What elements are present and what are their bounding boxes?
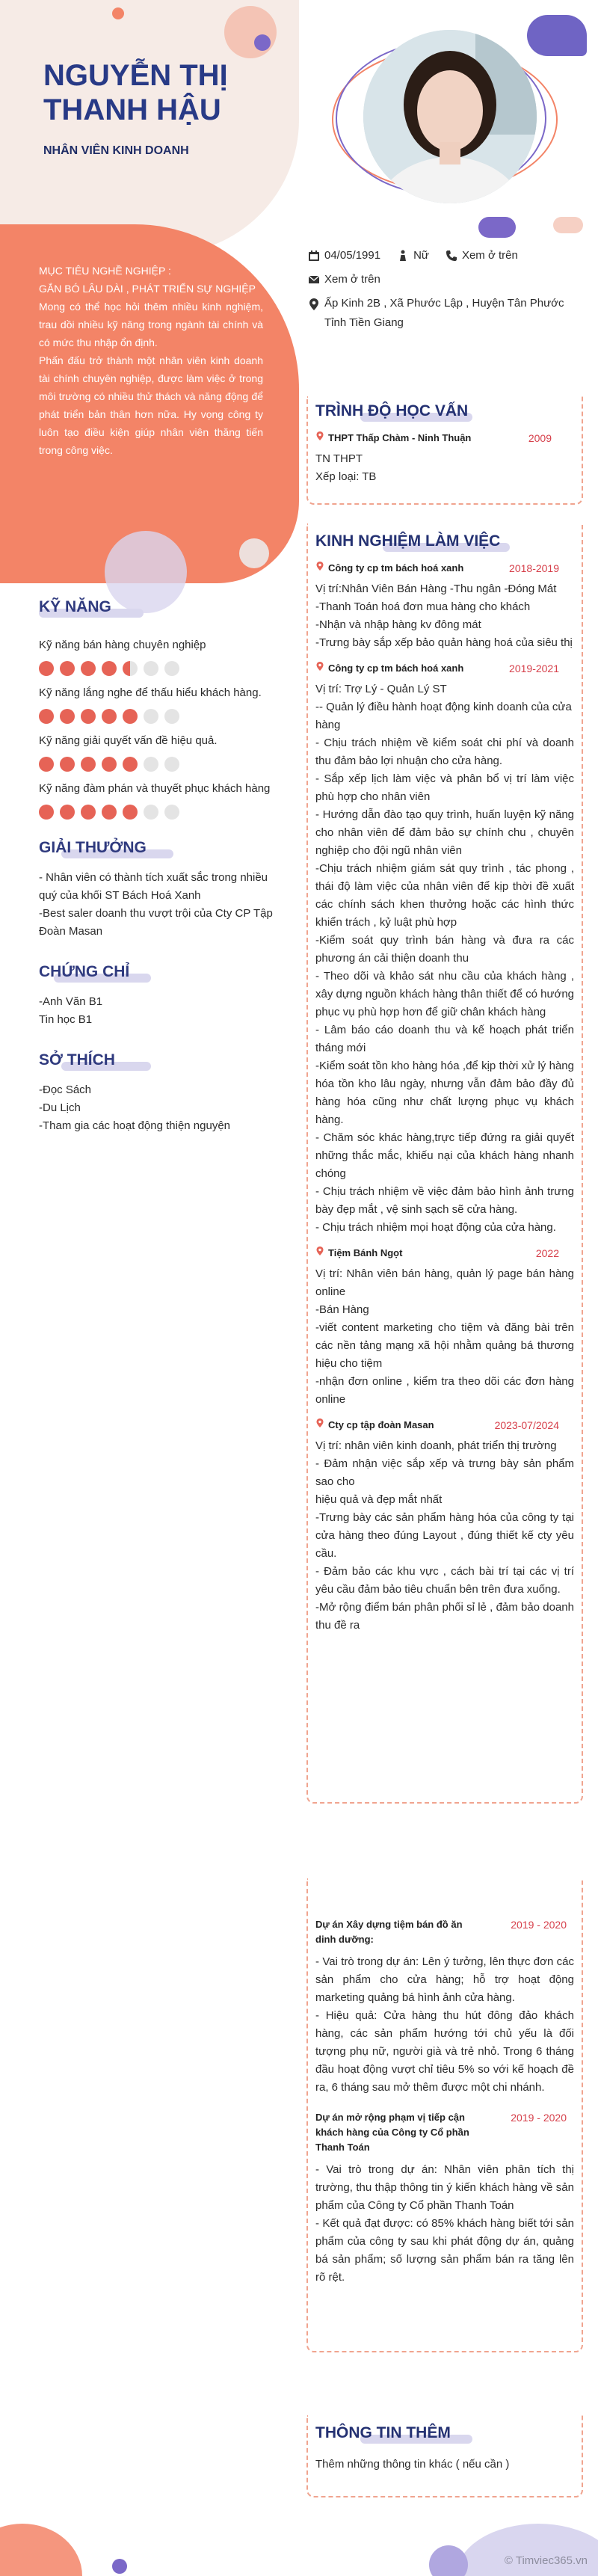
job-line: -Trưng bày các sản phẩm hàng hóa của công ty tại cửa hàng theo đúng Layout , đúng thiết kế cty yêu cầu. xyxy=(315,1511,574,1560)
certificates-list xyxy=(39,993,286,1029)
skill-dot xyxy=(60,709,75,724)
name-line-2: THANH HẬU xyxy=(43,93,221,126)
job-details xyxy=(315,580,574,652)
job-details xyxy=(315,1265,574,1409)
education-date: 2009 xyxy=(528,432,552,444)
objective-line: Mong có thể học hỏi thêm nhiều kinh nghiệm, trau dồi nhiều kỹ năng trong ngành tài chính và có mức thu nhập ổn định. xyxy=(39,301,263,348)
gender-icon xyxy=(397,250,409,262)
certificates-title: CHỨNG CHỈ xyxy=(39,963,130,980)
job-line: -Trưng bày sắp xếp bảo quản hàng hoá của siêu thị xyxy=(315,636,573,649)
skill-rating xyxy=(39,661,293,676)
experience-heading xyxy=(315,532,574,550)
hobby-line: -Tham gia các hoạt động thiện nguyện xyxy=(39,1119,231,1132)
decor-dot xyxy=(239,538,269,568)
location-icon xyxy=(315,431,324,441)
objective-line: Phấn đấu trở thành một nhân viên kinh doanh tài chính chuyên nghiệp, được làm việc ở trong môi trường có nhiều thử thách và năng động để phát triển bản thân hơn nữa. Hy vọng công ty luôn tạo điều kiện giúp nhân viên thăng tiến trong công việc. xyxy=(39,354,263,456)
certificates-heading xyxy=(39,963,129,981)
job-date: 2019-2021 xyxy=(509,663,559,674)
skill-dot xyxy=(39,805,54,820)
extra-info-title: THÔNG TIN THÊM xyxy=(315,2424,451,2441)
job-line: -Nhận và nhập hàng kv đông mát xyxy=(315,618,481,631)
gender-info xyxy=(397,244,429,268)
profile-photo xyxy=(363,30,537,203)
skills-heading xyxy=(39,598,111,616)
decor-dot xyxy=(553,217,583,233)
skill-dot xyxy=(144,709,158,724)
extra-info-text: Thêm những thông tin khác ( nếu cần ) xyxy=(315,2458,510,2471)
gender-value: Nữ xyxy=(413,249,429,262)
address-info xyxy=(308,292,571,333)
job-line: - Theo dõi và khảo sát nhu cầu của khách hàng , xây dựng nguồn khách hàng thân thiết để có hướng phục vụ phù hợp hơn để giữ chân khách hàng xyxy=(315,970,575,1018)
project-details xyxy=(315,1953,574,2097)
job-line: - Chăm sóc khác hàng,trực tiếp đứng ra giải quyết những thắc mắc, khiếu nại của khách hàng nhanh chóng xyxy=(315,1131,574,1180)
address-value: Ấp Kinh 2B , Xã Phước Lập , Huyện Tân Phước Tỉnh Tiền Giang xyxy=(324,297,564,329)
job-line: - Chịu trách nhiệm mọi hoạt động của cửa hàng. xyxy=(315,1221,556,1234)
project-item xyxy=(315,1917,574,2097)
education-item-header xyxy=(315,431,574,446)
hobby-line: -Đọc Sách xyxy=(39,1083,92,1096)
job-line: Vị trí: Nhân viên bán hàng, quản lý page bán hàng online xyxy=(315,1267,574,1298)
job-line: hàng xyxy=(315,719,341,731)
job-item xyxy=(315,561,574,652)
job-date: 2018-2019 xyxy=(509,562,559,574)
job-item xyxy=(315,1418,574,1635)
job-line: - Chịu trách nhiệm về kiểm soát chi phí và doanh thu đảm bảo lợi nhuận cho cửa hàng. xyxy=(315,737,574,767)
project-line: - Hiệu quả: Cửa hàng thu hút đông đảo khách hàng, các sản phẩm hướng tới chủ yếu là đối tượng phụ nữ, người già và trẻ nhỏ. Trong 6 tháng đầu hoạt động vượt chỉ tiêu 5% so với kế hoạch đề ra, 6 tháng sau mở thêm được một chi nhánh. xyxy=(315,2009,574,2094)
experience-title: KINH NGHIỆM LÀM VIỆC xyxy=(315,532,501,550)
skill-dot xyxy=(81,757,96,772)
skill-label: Kỹ năng lắng nghe để thấu hiểu khách hàng. xyxy=(39,686,262,699)
birthday-value: 04/05/1991 xyxy=(324,249,381,262)
skill-dot xyxy=(144,661,158,676)
project-item xyxy=(315,2110,574,2287)
skill-dot xyxy=(39,709,54,724)
project-header xyxy=(315,2110,574,2155)
decor-dot xyxy=(224,6,277,58)
job-line: - Sắp xếp lịch làm việc và phân bổ vị trí làm việc phù hợp cho nhân viên xyxy=(315,772,574,803)
education-line: TN THPT xyxy=(315,452,363,465)
education-section xyxy=(306,396,583,505)
job-line: - Chịu trách nhiệm về việc đảm bảo hình ảnh trưng bày đẹp mắt , vệ sinh sạch sẽ cửa hàng. xyxy=(315,1185,574,1216)
birthday-info xyxy=(308,244,380,268)
projects-section xyxy=(306,1878,583,2352)
job-header xyxy=(315,561,574,576)
skills-title: KỸ NĂNG xyxy=(39,598,111,615)
decor-dot xyxy=(105,531,187,613)
location-icon xyxy=(315,1246,324,1256)
job-details xyxy=(315,1437,574,1635)
hobbies-list xyxy=(39,1081,286,1135)
company-name: Công ty cp tm bách hoá xanh xyxy=(328,562,464,574)
skill-rating xyxy=(39,805,293,820)
project-name: Dự án Xây dựng tiệm bán đồ ăn dinh dưỡng: xyxy=(315,1919,463,1945)
project-header xyxy=(315,1917,574,1947)
skill-dot xyxy=(102,661,117,676)
education-details xyxy=(315,450,574,486)
project-details xyxy=(315,2161,574,2287)
decor-dot xyxy=(112,7,124,19)
skill-dot xyxy=(102,757,117,772)
skill-dot xyxy=(60,661,75,676)
job-line: -Thanh Toán hoá đơn mua hàng cho khách xyxy=(315,600,531,613)
project-name: Dự án mở rộng phạm vị tiếp cận khách hàng của Công ty Cổ phần Thanh Toán xyxy=(315,2112,469,2153)
phone-icon xyxy=(446,250,457,262)
hobby-line: -Du Lịch xyxy=(39,1101,81,1114)
award-line: - Nhân viên có thành tích xuất sắc trong nhiều quý của khối ST Bách Hoá Xanh xyxy=(39,871,268,902)
skill-item xyxy=(39,781,293,820)
job-line: hiệu quả và đẹp mắt nhất xyxy=(315,1493,443,1506)
hobbies-heading xyxy=(39,1051,115,1069)
extra-info-heading xyxy=(315,2424,574,2442)
location-icon xyxy=(308,298,320,311)
job-date: 2023-07/2024 xyxy=(494,1419,559,1431)
job-line: Vị trí: Trợ Lý - Quản Lý ST xyxy=(315,683,447,695)
skill-dot xyxy=(123,757,138,772)
job-line: -Chịu trách nhiệm giám sát quy trình , tác phong , thái độ làm việc của nhân viên để kịp thời đề xuất các chính sách khen thưởng hoặc các hình thức khiển trách , kỷ luật phù hợp xyxy=(315,862,574,929)
skill-dot xyxy=(81,661,96,676)
job-item xyxy=(315,1246,574,1409)
location-icon xyxy=(315,661,324,671)
skill-dot xyxy=(164,661,179,676)
skill-dot xyxy=(102,805,117,820)
hobbies-title: SỞ THÍCH xyxy=(39,1051,115,1069)
job-header xyxy=(315,661,574,676)
skill-dot xyxy=(60,757,75,772)
location-icon xyxy=(315,561,324,571)
job-item xyxy=(315,661,574,1237)
job-line: -nhận đơn online , kiểm tra theo dõi các đơn hàng online xyxy=(315,1375,574,1406)
skill-dot xyxy=(81,805,96,820)
career-objective xyxy=(39,262,263,459)
project-line: - Vai trò trong dự án: Lên ý tưởng, lên thực đơn các sản phẩm cho cửa hàng; hỗ trợ hoạt động marketing quảng bá hình ảnh cửa hàng. xyxy=(315,1955,574,2004)
skill-label: Kỹ năng bán hàng chuyên nghiệp xyxy=(39,639,206,651)
email-info[interactable] xyxy=(308,268,380,292)
contact-info xyxy=(308,244,585,333)
job-line: - Hướng dẫn đào tạo quy trình, huấn luyện kỹ năng cho nhân viên để đảm bảo sự chính chu , chuyên nghiệp cho đội ngũ nhân viên xyxy=(315,808,574,857)
skill-dot xyxy=(123,661,138,676)
project-date: 2019 - 2020 xyxy=(511,2112,567,2124)
phone-value: Xem ở trên xyxy=(461,249,518,262)
project-line: - Kết quả đạt được: có 85% khách hàng biết tới sản phẩm của công ty sau khi phát động dự án, quảng bá sản phẩm; số lượng sản phẩm bán ra tăng lên rõ rệt. xyxy=(315,2217,574,2284)
experience-section xyxy=(306,523,583,1804)
job-title: NHÂN VIÊN KINH DOANH xyxy=(43,144,189,157)
skill-dot xyxy=(60,805,75,820)
decor-dot xyxy=(254,34,271,51)
skill-dot xyxy=(144,757,158,772)
watermark: © Timviec365.vn xyxy=(504,2554,588,2567)
skill-item xyxy=(39,685,293,724)
candidate-name xyxy=(43,58,283,127)
job-line: -Kiểm soát tồn kho hàng hóa ,để kịp thời xử lý hàng hóa tồn kho lâu ngày, nhưng vẫn đảm bảo đầy đủ hàng hóa cũng như chất lượng phục vụ khách hàng. xyxy=(315,1060,574,1126)
skill-dot xyxy=(123,805,138,820)
objective-line: GẮN BÓ LÂU DÀI , PHÁT TRIỂN SỰ NGHIỆP xyxy=(39,283,256,295)
skill-rating xyxy=(39,709,293,724)
skill-label: Kỹ năng đàm phán và thuyết phục khách hàng xyxy=(39,782,271,795)
job-line: Vị trí:Nhân Viên Bán Hàng -Thu ngân -Đóng Mát xyxy=(315,582,557,595)
job-line: Vị trí: nhân viên kinh doanh, phát triển thị trường xyxy=(315,1439,557,1452)
company-name: Tiệm Bánh Ngọt xyxy=(328,1247,403,1258)
job-line: - Lâm báo cáo doanh thu và kế hoạch phát triển tháng mới xyxy=(315,1024,574,1054)
job-line: - Đảm bảo các khu vực , cách bài trí tại các vị trí yêu cầu đảm bảo tiêu chuẩn bên trên đưa xuống. xyxy=(315,1565,574,1596)
job-line: -viết content marketing cho tiệm và đăng bài trên các nền tảng mạng xã hội nhằm quảng bá thương hiệu cho tiệm xyxy=(315,1321,574,1370)
education-heading xyxy=(315,402,574,420)
skill-label: Kỹ năng giải quyết vấn đề hiệu quả. xyxy=(39,734,218,747)
awards-title: GIẢI THƯỞNG xyxy=(39,839,147,856)
objective-line: MỤC TIÊU NGHỀ NGHIỆP : xyxy=(39,265,171,277)
email-icon xyxy=(308,274,320,286)
job-details xyxy=(315,680,574,1237)
email-value: Xem ở trên xyxy=(324,273,380,286)
job-line: -Bán Hàng xyxy=(315,1303,369,1316)
job-list xyxy=(315,561,574,1635)
job-date: 2022 xyxy=(535,1247,559,1259)
skill-dot xyxy=(39,661,54,676)
name-line-1: NGUYỄN THỊ xyxy=(43,59,228,92)
person-silhouette-icon xyxy=(363,30,537,203)
job-header xyxy=(315,1418,574,1433)
skill-dot xyxy=(39,757,54,772)
skill-rating xyxy=(39,757,293,772)
skill-dot xyxy=(164,757,179,772)
award-line: -Best saler doanh thu vượt trội của Cty CP Tập Đoàn Masan xyxy=(39,907,273,938)
certificate-line: Tin học B1 xyxy=(39,1013,93,1026)
phone-info[interactable] xyxy=(446,244,518,268)
skill-item xyxy=(39,733,293,772)
job-line: -Mở rộng điểm bán phân phối sỉ lẻ , đảm bảo doanh thu đề ra xyxy=(315,1601,574,1632)
skill-dot xyxy=(164,709,179,724)
company-name: Công ty cp tm bách hoá xanh xyxy=(328,663,464,674)
education-line: Xếp loại: TB xyxy=(315,470,377,483)
awards-list xyxy=(39,869,286,941)
skill-item xyxy=(39,637,293,676)
skill-dot xyxy=(164,805,179,820)
project-date: 2019 - 2020 xyxy=(511,1919,567,1931)
school-name: THPT Thấp Chàm - Ninh Thuận xyxy=(328,432,472,443)
job-line: - Đảm nhận việc sắp xếp và trưng bày sản phẩm sao cho xyxy=(315,1457,574,1488)
skill-dot xyxy=(123,709,138,724)
calendar-icon xyxy=(308,250,320,262)
job-line: -Kiểm soát quy trình bán hàng và đưa ra các phương án cải thiện doanh thu xyxy=(315,934,574,965)
project-line: - Vai trò trong dự án: Nhân viên phân tích thị trường, thu thập thông tin ý kiến khách hàng về sản phẩm của Công ty Cổ phần Thanh Toán xyxy=(315,2163,574,2212)
skill-dot xyxy=(102,709,117,724)
location-icon xyxy=(315,1418,324,1428)
decor-dot xyxy=(478,217,516,238)
project-list xyxy=(315,1878,574,2287)
awards-heading xyxy=(39,839,147,857)
skill-dot xyxy=(144,805,158,820)
skill-dot xyxy=(81,709,96,724)
certificate-line: -Anh Văn B1 xyxy=(39,995,103,1008)
company-name: Cty cp tập đoàn Masan xyxy=(328,1419,434,1430)
education-title: TRÌNH ĐỘ HỌC VẤN xyxy=(315,402,469,419)
job-header xyxy=(315,1246,574,1261)
job-line: -- Quản lý điều hành hoạt động kinh doanh của cửa xyxy=(315,701,572,713)
